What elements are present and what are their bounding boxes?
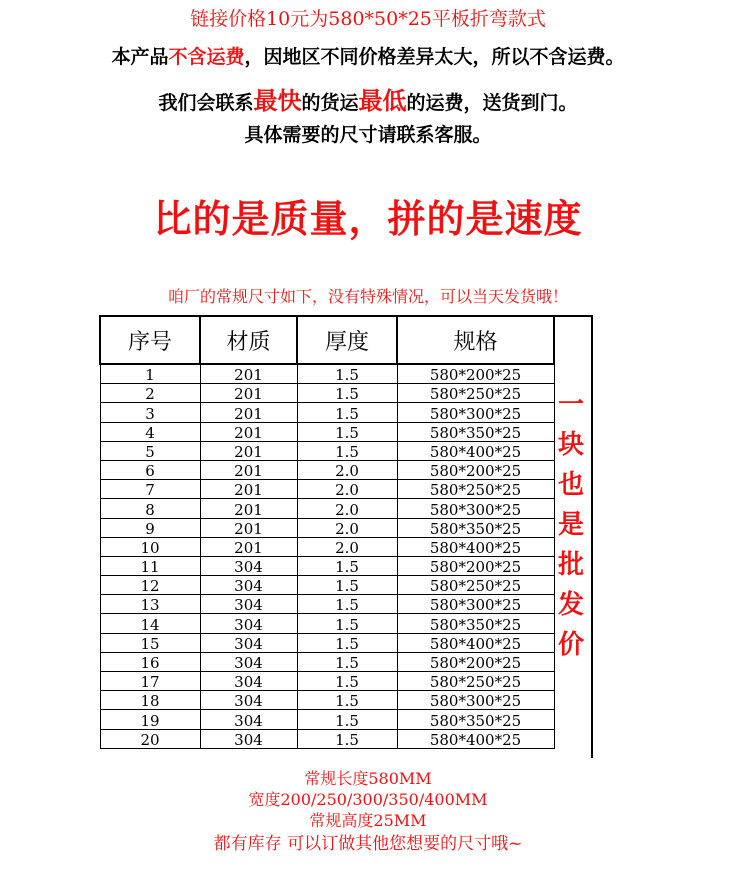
cell-spec: 580*200*25 — [397, 460, 554, 479]
table-row — [100, 460, 554, 479]
cell-thickness: 1.5 — [297, 710, 397, 729]
cell-material: 201 — [200, 384, 297, 403]
cell-index: 10 — [100, 537, 200, 556]
header-index: 序号 — [100, 316, 200, 364]
cell-material: 201 — [200, 364, 297, 384]
header-spec: 规格 — [397, 316, 554, 364]
cell-index: 6 — [100, 460, 200, 479]
cell-thickness: 1.5 — [297, 422, 397, 441]
cell-thickness: 1.5 — [297, 384, 397, 403]
table-row — [100, 595, 554, 614]
cell-spec: 580*350*25 — [397, 422, 554, 441]
cell-index: 8 — [100, 499, 200, 518]
cell-spec: 580*350*25 — [397, 614, 554, 633]
shipping-note-highlight: 不含运费 — [168, 46, 245, 68]
cell-material: 304 — [200, 614, 297, 633]
cell-thickness: 2.0 — [297, 480, 397, 499]
cell-index: 3 — [100, 403, 200, 422]
table-row — [100, 576, 554, 595]
cell-index: 1 — [100, 364, 200, 384]
table-row — [100, 518, 554, 537]
table-row — [100, 364, 554, 384]
cell-thickness: 1.5 — [297, 595, 397, 614]
cell-material: 304 — [200, 710, 297, 729]
spec-table — [99, 315, 555, 749]
table-row — [100, 672, 554, 691]
footer-custom-note: 都有库存 可以订做其他您想要的尺寸哦~ — [213, 834, 523, 854]
delivery-highlight-lowest: 最低 — [358, 86, 407, 115]
standard-size-note: 咱厂的常规尺寸如下，没有特殊情况，可以当天发货哦！ — [167, 287, 568, 306]
cell-material: 304 — [200, 672, 297, 691]
header-material: 材质 — [200, 316, 297, 364]
table-row — [100, 691, 554, 710]
shipping-note-b: ，因地区不同价格差异太大，所以不含运费。 — [244, 46, 625, 68]
side-label-char: 价 — [557, 630, 584, 660]
cell-index: 7 — [100, 480, 200, 499]
cell-index: 20 — [100, 729, 200, 748]
footer-height: 常规高度25MM — [309, 811, 427, 830]
delivery-note — [0, 81, 736, 116]
shipping-note — [0, 42, 736, 69]
cell-spec: 580*300*25 — [397, 499, 554, 518]
cell-spec: 580*400*25 — [397, 729, 554, 748]
side-label-char: 一 — [557, 390, 584, 420]
wholesale-price-label — [551, 385, 591, 665]
cell-spec: 580*350*25 — [397, 710, 554, 729]
price-headline: 链接价格10元为580*50*25平板折弯款式 — [190, 8, 546, 30]
cell-material: 304 — [200, 729, 297, 748]
table-row — [100, 710, 554, 729]
cell-thickness: 1.5 — [297, 633, 397, 652]
cell-material: 201 — [200, 460, 297, 479]
cell-thickness: 2.0 — [297, 460, 397, 479]
cell-material: 201 — [200, 422, 297, 441]
side-label-char: 批 — [557, 550, 584, 580]
side-label-char: 发 — [557, 590, 584, 620]
delivery-note-c: 的运费，送货到门。 — [406, 92, 578, 114]
cell-material: 201 — [200, 537, 297, 556]
cell-thickness: 1.5 — [297, 729, 397, 748]
cell-spec: 580*250*25 — [397, 672, 554, 691]
table-row — [100, 652, 554, 671]
table-row — [100, 556, 554, 575]
cell-index: 15 — [100, 633, 200, 652]
cell-spec: 580*300*25 — [397, 403, 554, 422]
cell-thickness: 1.5 — [297, 614, 397, 633]
footer-width: 宽度200/250/300/350/400MM — [248, 790, 488, 809]
cell-spec: 580*250*25 — [397, 384, 554, 403]
cell-material: 201 — [200, 499, 297, 518]
shipping-note-a: 本产品 — [111, 46, 169, 68]
cell-material: 304 — [200, 633, 297, 652]
cell-index: 19 — [100, 710, 200, 729]
cell-spec: 580*200*25 — [397, 556, 554, 575]
table-row — [100, 633, 554, 652]
side-label-char: 也 — [557, 470, 584, 500]
cell-spec: 580*400*25 — [397, 537, 554, 556]
cell-material: 304 — [200, 691, 297, 710]
cell-index: 16 — [100, 652, 200, 671]
delivery-highlight-fastest: 最快 — [253, 86, 302, 115]
cell-index: 17 — [100, 672, 200, 691]
cell-spec: 580*400*25 — [397, 633, 554, 652]
cell-index: 14 — [100, 614, 200, 633]
cell-index: 13 — [100, 595, 200, 614]
cell-thickness: 2.0 — [297, 537, 397, 556]
cell-spec: 580*250*25 — [397, 480, 554, 499]
cell-thickness: 2.0 — [297, 499, 397, 518]
cell-thickness: 2.0 — [297, 518, 397, 537]
table-row — [100, 537, 554, 556]
table-row — [100, 403, 554, 422]
cell-material: 304 — [200, 595, 297, 614]
table-row — [100, 729, 554, 748]
cell-spec: 580*350*25 — [397, 518, 554, 537]
cell-material: 201 — [200, 403, 297, 422]
cell-material: 304 — [200, 576, 297, 595]
table-row — [100, 384, 554, 403]
cell-index: 4 — [100, 422, 200, 441]
cell-index: 18 — [100, 691, 200, 710]
delivery-note-a: 我们会联系 — [158, 92, 254, 114]
footer-length: 常规长度580MM — [304, 769, 432, 788]
cell-index: 12 — [100, 576, 200, 595]
cell-thickness: 1.5 — [297, 672, 397, 691]
table-row — [100, 441, 554, 460]
cell-material: 201 — [200, 518, 297, 537]
cell-index: 2 — [100, 384, 200, 403]
side-label-char: 块 — [557, 430, 584, 460]
cell-thickness: 1.5 — [297, 441, 397, 460]
cell-material: 201 — [200, 480, 297, 499]
cell-thickness: 1.5 — [297, 556, 397, 575]
cell-spec: 580*300*25 — [397, 691, 554, 710]
cell-index: 9 — [100, 518, 200, 537]
table-row — [100, 480, 554, 499]
table-body — [100, 364, 554, 748]
cell-spec: 580*250*25 — [397, 576, 554, 595]
cell-material: 201 — [200, 441, 297, 460]
header-thickness: 厚度 — [297, 316, 397, 364]
table-row — [100, 422, 554, 441]
slogan: 比的是质量，拼的是速度 — [153, 196, 583, 241]
table-row — [100, 614, 554, 633]
table-row — [100, 499, 554, 518]
delivery-note-b: 的货运 — [301, 92, 359, 114]
cell-thickness: 1.5 — [297, 364, 397, 384]
cell-material: 304 — [200, 652, 297, 671]
cell-spec: 580*200*25 — [397, 652, 554, 671]
cell-thickness: 1.5 — [297, 652, 397, 671]
cell-thickness: 1.5 — [297, 403, 397, 422]
cell-spec: 580*200*25 — [397, 364, 554, 384]
cell-index: 11 — [100, 556, 200, 575]
cell-material: 304 — [200, 556, 297, 575]
side-label-char: 是 — [557, 510, 584, 540]
cell-spec: 580*300*25 — [397, 595, 554, 614]
table-header-row — [100, 316, 554, 364]
cell-index: 5 — [100, 441, 200, 460]
contact-note: 具体需要的尺寸请联系客服。 — [244, 124, 492, 146]
cell-thickness: 1.5 — [297, 691, 397, 710]
cell-thickness: 1.5 — [297, 576, 397, 595]
cell-spec: 580*400*25 — [397, 441, 554, 460]
